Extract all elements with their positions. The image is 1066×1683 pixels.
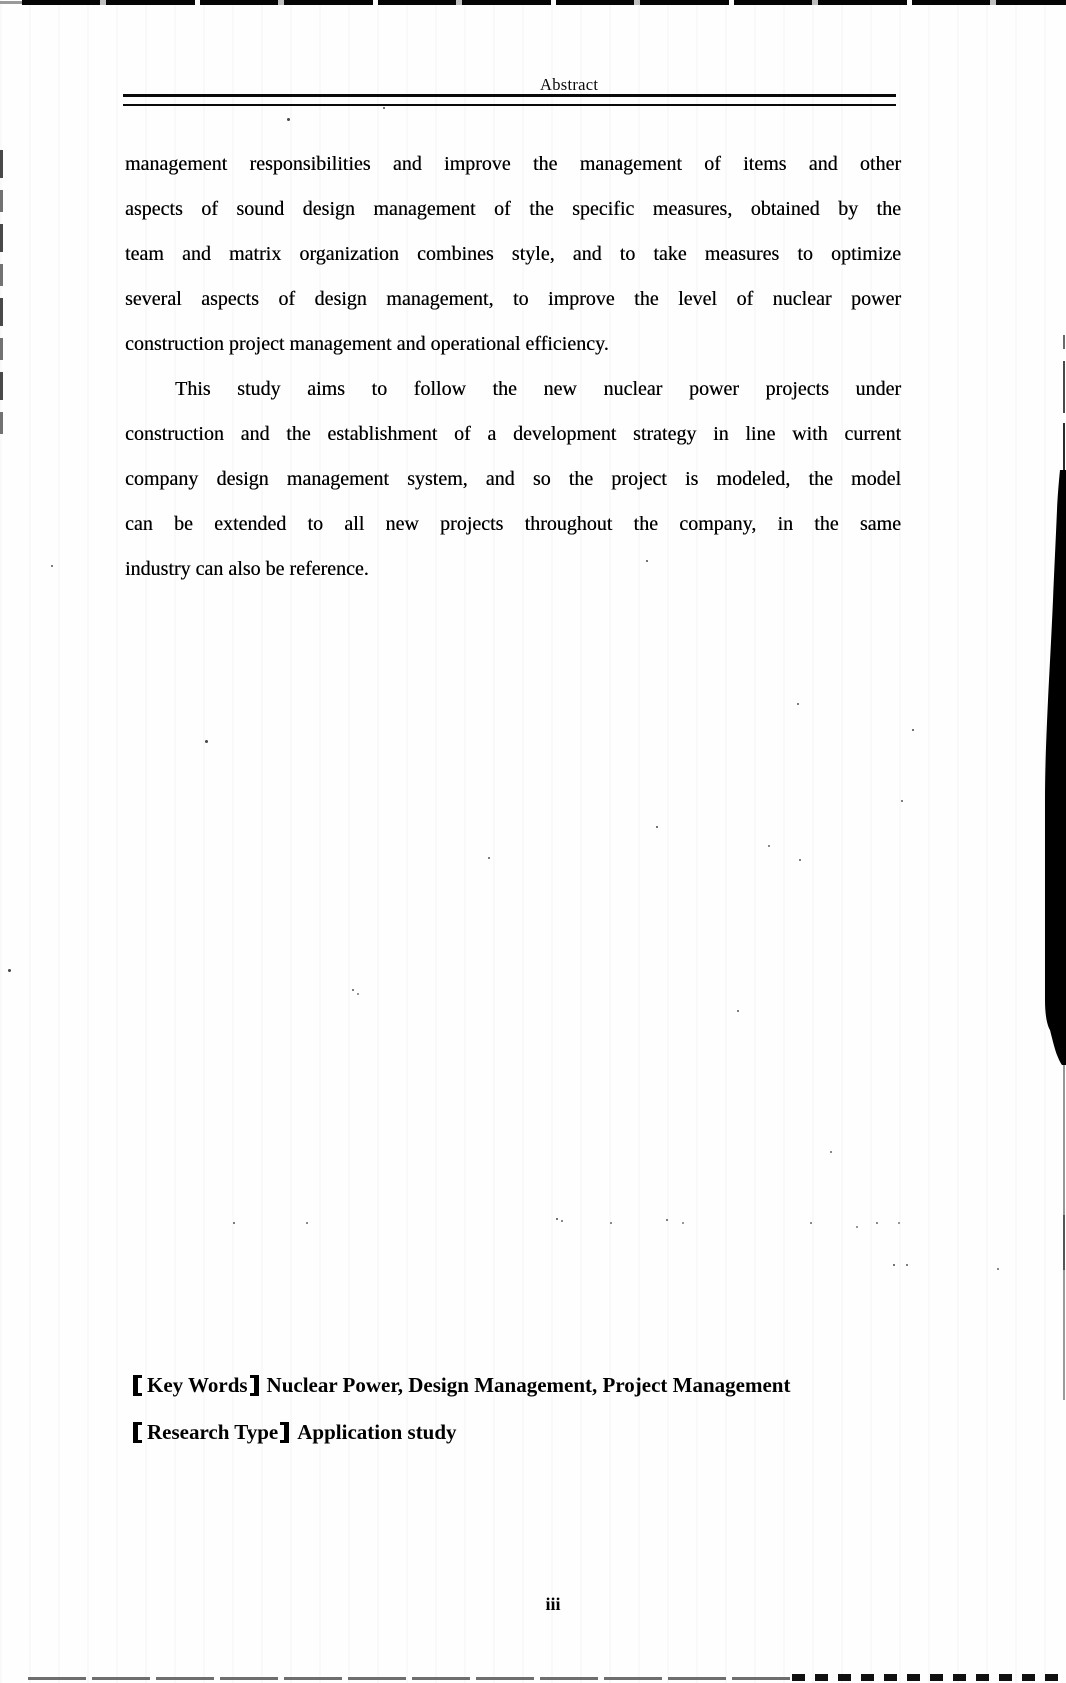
scan-speckle-dot bbox=[610, 1222, 612, 1224]
research-type-label: Research Type bbox=[147, 1420, 279, 1444]
scan-speckle-dot bbox=[682, 1222, 684, 1224]
scan-speckle-dot bbox=[488, 857, 490, 859]
body-text-line: This study aims to follow the new nuclear power projects under bbox=[175, 378, 901, 400]
scan-speckle-dot bbox=[51, 565, 53, 567]
keywords-line bbox=[133, 1362, 913, 1409]
body-text-line: industry can also be reference. bbox=[125, 558, 369, 580]
scan-speckle-dot bbox=[737, 1010, 739, 1012]
header-rule-top bbox=[123, 94, 896, 97]
scan-speckle-dot bbox=[810, 1222, 812, 1224]
scan-speckle-dot bbox=[383, 107, 385, 109]
scan-artifact-bottom-dashes bbox=[792, 1674, 1066, 1681]
keywords-value: Nuclear Power, Design Management, Project Management bbox=[266, 1373, 791, 1397]
body-text-line: construction project management and operational efficiency. bbox=[125, 333, 609, 355]
lenticular-bracket-open-icon bbox=[133, 1422, 142, 1443]
page-number: iii bbox=[545, 1594, 561, 1614]
scan-speckle-dot bbox=[233, 1222, 235, 1224]
scan-shadow-blob bbox=[1041, 470, 1066, 1065]
lenticular-bracket-close-icon bbox=[250, 1375, 259, 1396]
scan-speckle-dot bbox=[997, 1268, 999, 1270]
scan-speckle-dot bbox=[898, 1222, 900, 1224]
scan-speckle-dot bbox=[646, 560, 648, 562]
body-text-line: construction and the establishment of a development strategy in line with current bbox=[125, 423, 901, 445]
scan-speckle-dot bbox=[205, 740, 208, 743]
lenticular-bracket-open-icon bbox=[133, 1375, 142, 1396]
keywords-label: Key Words bbox=[147, 1373, 248, 1397]
scan-speckle-dot bbox=[561, 1220, 563, 1222]
body-text-line: can be extended to all new projects throughout the company, in the same bbox=[125, 513, 901, 535]
scan-speckle-dot bbox=[912, 729, 914, 731]
scan-speckle-dot bbox=[876, 1222, 878, 1224]
keywords-block bbox=[133, 1362, 913, 1456]
research-type-value: Application study bbox=[297, 1420, 457, 1444]
scan-speckle-dot bbox=[287, 118, 290, 121]
research-type-line bbox=[133, 1409, 913, 1456]
scan-speckle-dot bbox=[656, 826, 658, 828]
body-text-line: management responsibilities and improve the management of items and other bbox=[125, 153, 901, 175]
scan-speckle-dot bbox=[306, 1222, 308, 1224]
scan-artifact-right-line-lower bbox=[1063, 1065, 1065, 1400]
scan-artifact-top-edge-lead bbox=[0, 1, 22, 4]
lenticular-bracket-close-icon bbox=[280, 1422, 289, 1443]
scan-speckle-dot bbox=[768, 845, 770, 847]
scan-speckle-dot bbox=[901, 800, 903, 802]
scan-speckle-dot bbox=[797, 703, 799, 705]
scan-speckle-dot bbox=[666, 1219, 668, 1221]
scan-speckle-dot bbox=[830, 1151, 832, 1153]
abstract-body bbox=[125, 142, 901, 592]
scan-speckle-dot bbox=[556, 1218, 558, 1220]
scan-speckle-dot bbox=[893, 1264, 895, 1266]
scan-artifact-top-edge bbox=[22, 0, 1066, 5]
scan-speckle-dot bbox=[8, 969, 11, 972]
scan-artifact-bottom-line bbox=[28, 1677, 790, 1680]
body-text-line: aspects of sound design management of the specific measures, obtained by the bbox=[125, 198, 901, 220]
scan-artifact-left-edge bbox=[0, 150, 3, 442]
scan-speckle-dot bbox=[357, 993, 359, 995]
scan-artifact-right-line-upper bbox=[1063, 335, 1065, 470]
body-text-line: several aspects of design management, to improve the level of nuclear power bbox=[125, 288, 901, 310]
body-text-line: company design management system, and so the project is modeled, the model bbox=[125, 468, 901, 490]
header-rule-bottom bbox=[123, 104, 896, 107]
scan-speckle-dot bbox=[906, 1264, 908, 1266]
body-text-line: team and matrix organization combines style, and to take measures to optimize bbox=[125, 243, 901, 265]
scan-speckle-dot bbox=[352, 989, 354, 991]
header-title: Abstract bbox=[540, 75, 599, 94]
scan-speckle-dot bbox=[799, 859, 801, 861]
scan-speckle-dot bbox=[856, 1226, 858, 1228]
